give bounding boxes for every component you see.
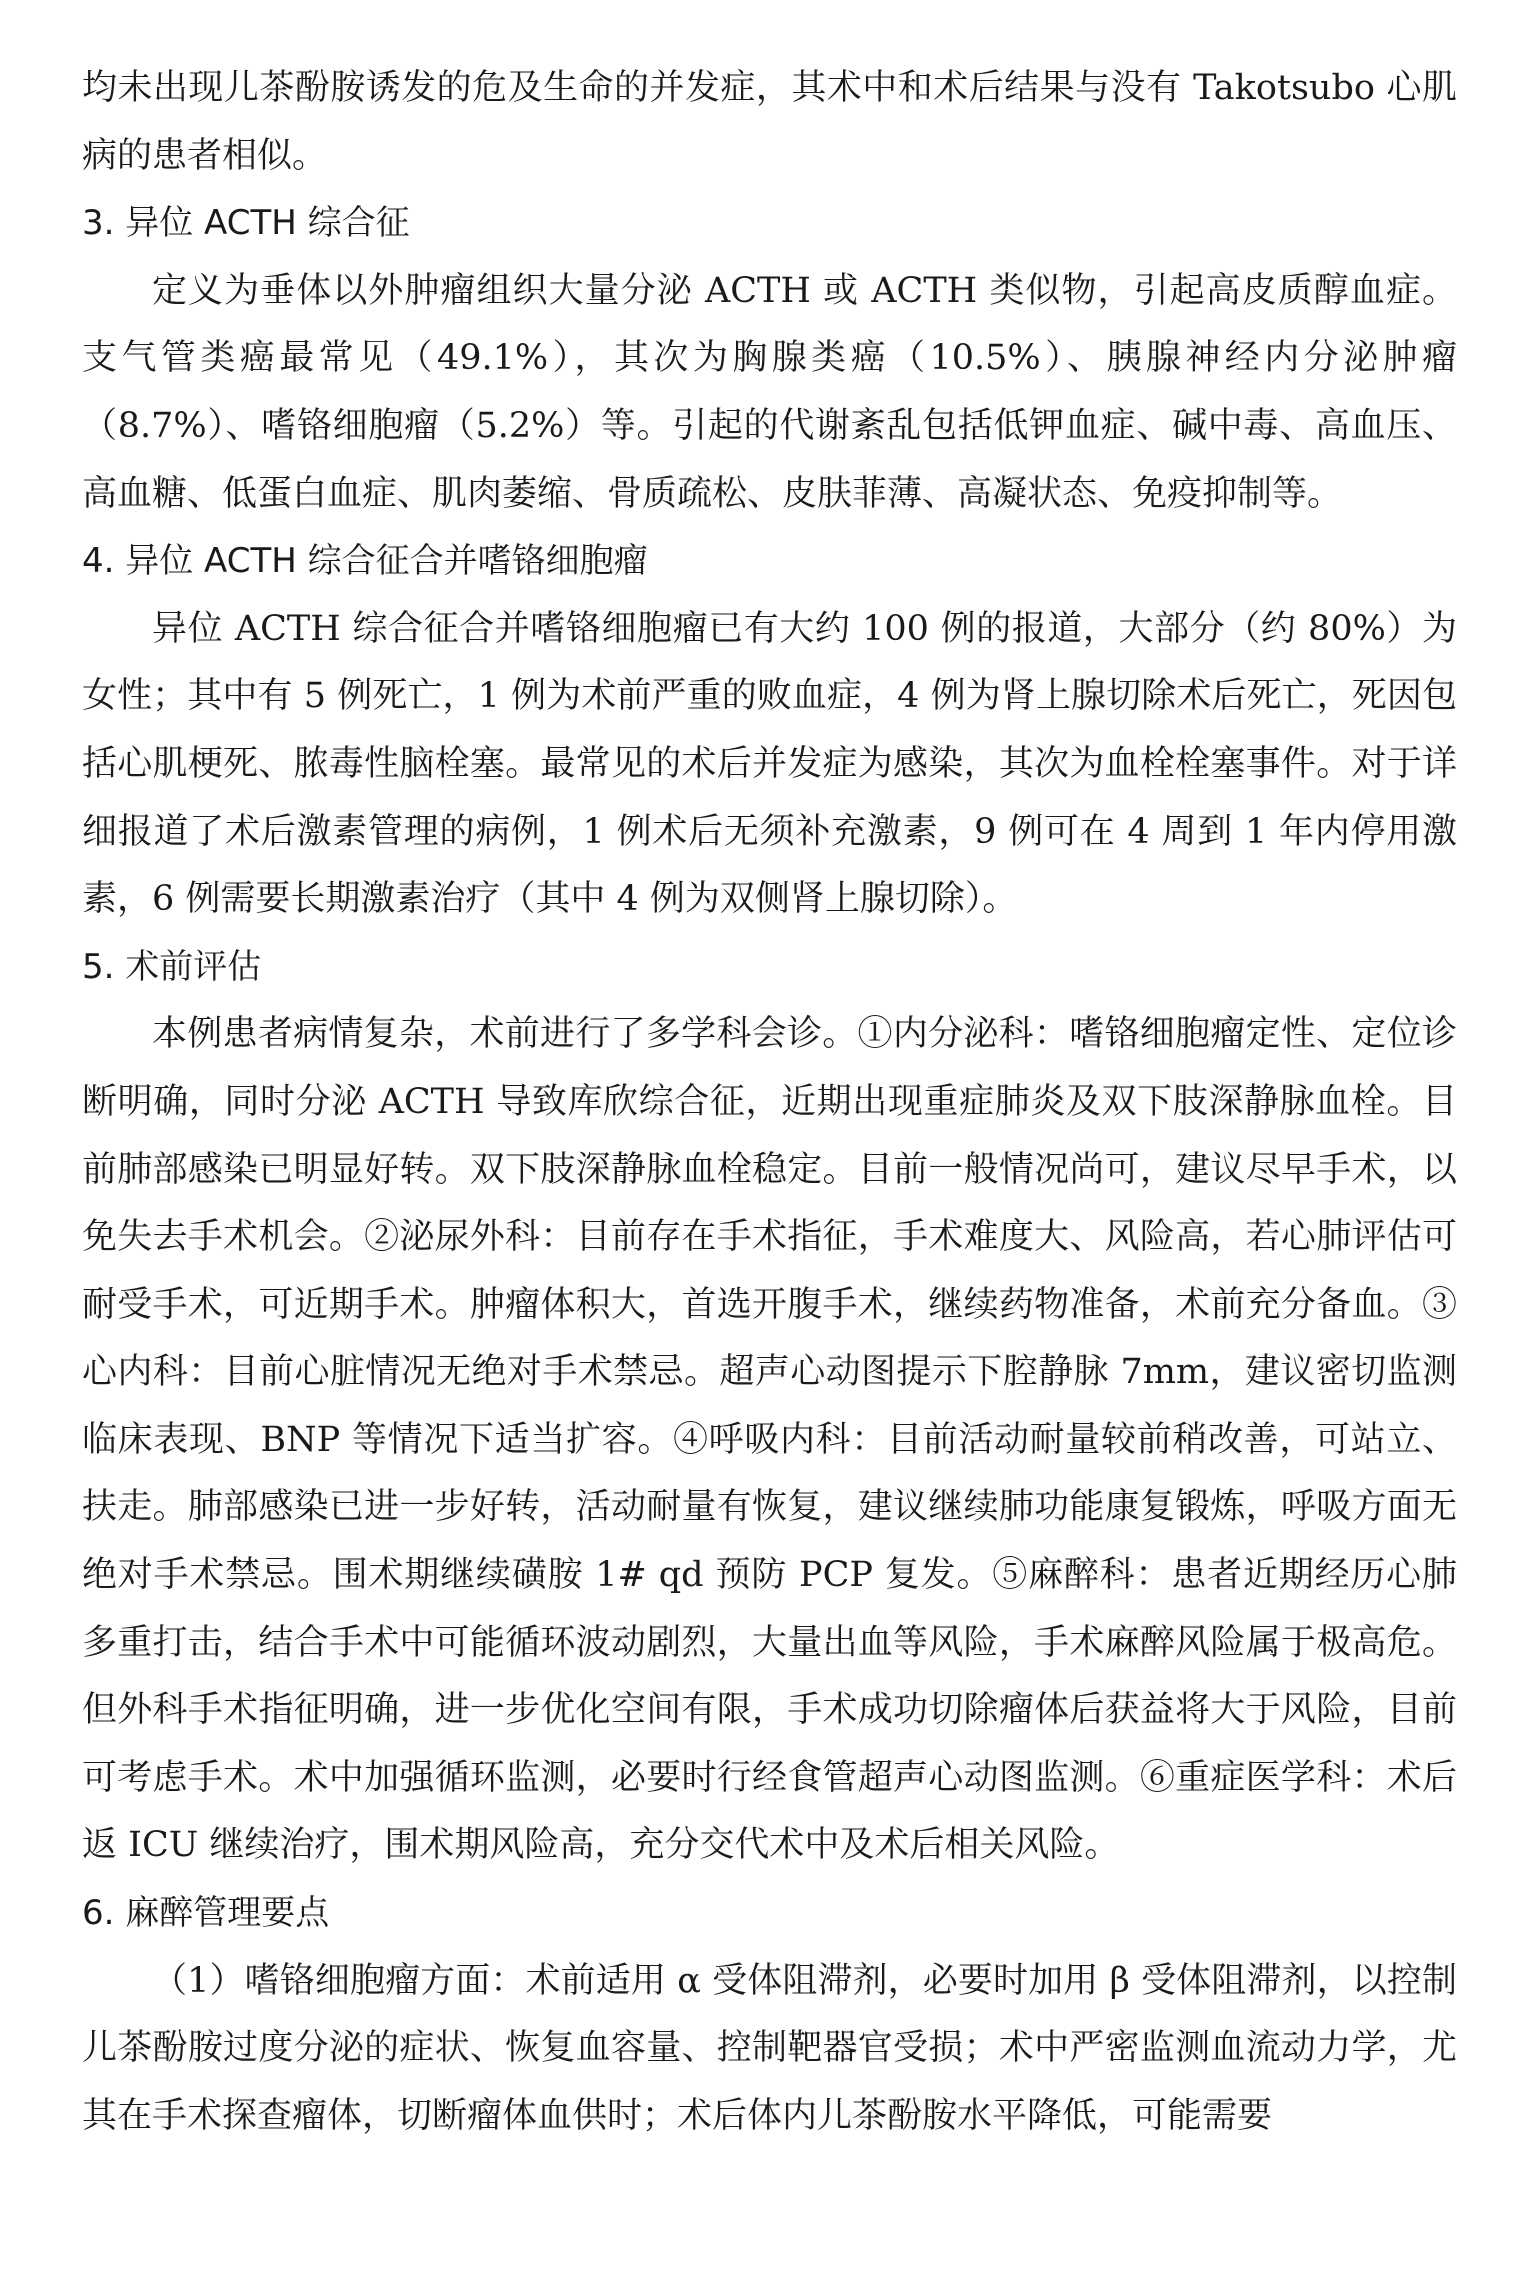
paragraph-preoperative-evaluation: 本例患者病情复杂，术前进行了多学科会诊。①内分泌科：嗜铬细胞瘤定性、定位诊断明确，同时分泌 ACTH 导致库欣综合征，近期出现重症肺炎及双下肢深静脉血栓。目前肺部感染已明显好转。双下肢深静脉血栓稳定。目前一般情况尚可，建议尽早手术，以免失去手术机会。②泌尿外科：目前存在手术指征，手术难度大、风险高，若心肺评估可耐受手术，可近期手术。肿瘤体积大，首选开腹手术，继续药物准备，术前充分备血。③心内科：目前心脏情况无绝对手术禁忌。超声心动图提示下腔静脉 7mm，建议密切监测临床表现、BNP 等情况下适当扩容。④呼吸内科：目前活动耐量较前稍改善，可站立、扶走。肺部感染已进一步好转，活动耐量有恢复，建议继续肺功能康复锻炼，呼吸方面无绝对手术禁忌。围术期继续磺胺 1# qd 预防 PCP 复发。⑤麻醉科：患者近期经历心肺多重打击，结合手术中可能循环波动剧烈，大量出血等风险，手术麻醉风险属于极高危。但外科手术指征明确，进一步优化空间有限，手术成功切除瘤体后获益将大于风险，目前可考虑手术。术中加强循环监测，必要时行经食管超声心动图监测。⑥重症医学科：术后返 ICU 继续治疗，围术期风险高，充分交代术中及术后相关风险。	[82, 1014, 1457, 1866]
document-body	[82, 55, 1457, 2150]
paragraph-continuation: 均未出现儿茶酚胺诱发的危及生命的并发症，其术中和术后结果与没有 Takotsubo 心肌病的患者相似。	[82, 68, 1457, 176]
section-heading-ectopic-acth: 3. 异位 ACTH 综合征	[82, 203, 410, 244]
paragraph-ectopic-acth-definition: 定义为垂体以外肿瘤组织大量分泌 ACTH 或 ACTH 类似物，引起高皮质醇血症。支气管类癌最常见（49.1%），其次为胸腺类癌（10.5%）、胰腺神经内分泌肿瘤（8.7%）、嗜铬细胞瘤（5.2%）等。引起的代谢紊乱包括低钾血症、碱中毒、高血压、高血糖、低蛋白血症、肌肉萎缩、骨质疏松、皮肤菲薄、高凝状态、免疫抑制等。	[82, 270, 1457, 514]
paragraph-acth-pheochromocytoma: 异位 ACTH 综合征合并嗜铬细胞瘤已有大约 100 例的报道，大部分（约 80%）为女性；其中有 5 例死亡，1 例为术前严重的败血症，4 例为肾上腺切除术后死亡，死因包括心肌梗死、脓毒性脑栓塞。最常见的术后并发症为感染，其次为血栓栓塞事件。对于详细报道了术后激素管理的病例，1 例术后无须补充激素，9 例可在 4 周到 1 年内停用激素，6 例需要长期激素治疗（其中 4 例为双侧肾上腺切除）。	[82, 608, 1457, 920]
paragraph-anesthesia-management: （1）嗜铬细胞瘤方面：术前适用 α 受体阻滞剂，必要时加用 β 受体阻滞剂，以控制儿茶酚胺过度分泌的症状、恢复血容量、控制靶器官受损；术中严密监测血流动力学，尤其在手术探查瘤体，切断瘤体血供时；术后体内儿茶酚胺水平降低，可能需要	[82, 1960, 1457, 2136]
section-heading-acth-pheochromocytoma: 4. 异位 ACTH 综合征合并嗜铬细胞瘤	[82, 541, 648, 582]
section-heading-preoperative-evaluation: 5. 术前评估	[82, 946, 262, 987]
section-heading-anesthesia-management: 6. 麻醉管理要点	[82, 1893, 330, 1934]
